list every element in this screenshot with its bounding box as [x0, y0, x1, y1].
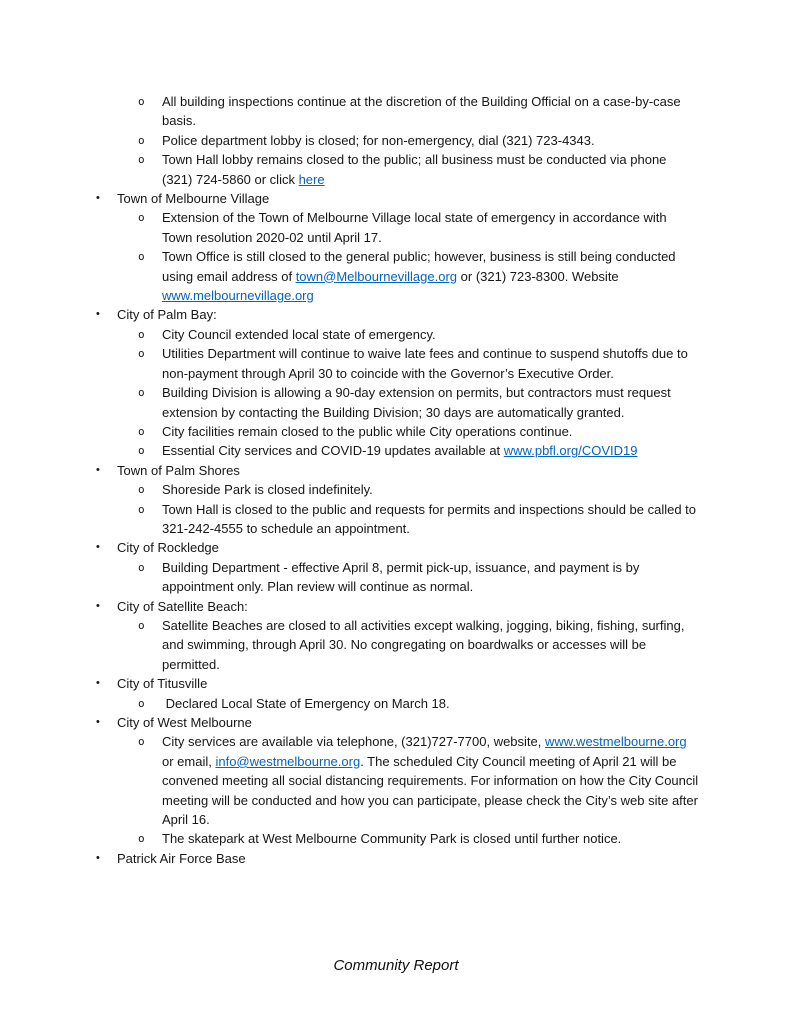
bulleted-list [0, 92, 792, 868]
list-item-text [117, 713, 252, 732]
list-item-text [162, 92, 699, 131]
list-item-level2 [138, 732, 702, 829]
circle-bullet-icon: o [138, 502, 145, 516]
west-melbourne-email-link[interactable]: info@westmelbourne.org [215, 753, 361, 769]
list-item-text [162, 383, 699, 422]
disc-bullet-icon: • [96, 192, 100, 205]
circle-bullet-icon: o [138, 211, 145, 225]
west-melbourne-website-link[interactable]: www.westmelbourne.org [545, 734, 687, 750]
list-item-level1 [96, 849, 697, 868]
list-item-level1 [96, 597, 697, 616]
list-item-text [162, 422, 699, 441]
list-item-level2 [138, 422, 699, 441]
list-item-text [117, 849, 246, 868]
list-item-level2 [138, 150, 699, 189]
list-item-text [162, 441, 699, 460]
list-item-level2 [138, 441, 699, 460]
text-run: Police department lobby is closed; for non-emergency, dial (321) 723-4343. [162, 132, 595, 148]
list-item-text [117, 189, 269, 208]
list-item-text [162, 247, 699, 305]
text-run: Declared Local State of Emergency on March 18. [162, 695, 450, 711]
list-item-level2 [138, 829, 699, 848]
text-run: Town Hall is closed to the public and requests for permits and inspections should be called to 321-242-4555 to schedule an appointment. [162, 501, 700, 536]
text-run: . The scheduled City Council meeting of April 21 will be convened meeting all social distancing requirements. For information on how the City Council meeting will be conducted and how you can participate, please check the City’s web site after April 16. [162, 753, 702, 828]
text-run: City facilities remain closed to the public while City operations continue. [162, 423, 573, 439]
text-run: Town Hall lobby remains closed to the public; all business must be conducted via phone (321) 724-5860 or click [162, 152, 671, 187]
list-item-level2 [138, 325, 699, 344]
list-item-level2 [138, 92, 699, 131]
list-item-level1 [96, 713, 697, 732]
text-run: Satellite Beaches are closed to all activities except walking, jogging, biking, fishing, surfing, and swimming, through April 30. No congregating on boardwalks or accesses will be permitted. [162, 617, 689, 672]
circle-bullet-icon: o [138, 560, 145, 574]
list-item-level2 [138, 383, 699, 422]
list-item-text [162, 344, 699, 383]
list-item-level1 [96, 538, 697, 557]
list-item-text [117, 674, 207, 693]
circle-bullet-icon: o [138, 95, 145, 108]
list-item-text [162, 208, 699, 247]
list-item-text [162, 500, 699, 539]
list-item-text [162, 150, 699, 189]
list-item-level2 [138, 694, 699, 713]
disc-bullet-icon: • [96, 463, 100, 476]
list-item-level1 [96, 674, 697, 693]
text-run: City of Titusville [117, 676, 208, 692]
circle-bullet-icon: o [138, 735, 145, 749]
list-item-text [162, 558, 699, 597]
list-item-text [162, 325, 699, 344]
list-item-text [162, 694, 699, 713]
circle-bullet-icon: o [138, 832, 145, 846]
list-item-level2 [138, 480, 699, 499]
text-run: City services are available via telephone, (321)727-7700, website, [162, 734, 545, 750]
list-item-text [162, 616, 699, 674]
list-item-text [117, 538, 219, 557]
circle-bullet-icon: o [138, 153, 145, 167]
list-item-text [162, 732, 702, 829]
text-run: Utilities Department will continue to waive late fees and continue to suspend shutoffs due to non-payment through April 30 to coincide with the Governor’s Executive Order. [162, 346, 692, 381]
list-item-level1 [96, 461, 697, 480]
circle-bullet-icon: o [138, 133, 145, 147]
list-item-level2 [138, 247, 699, 305]
text-run: City of Rockledge [117, 540, 219, 556]
text-run: Town of Melbourne Village [117, 191, 270, 207]
circle-bullet-icon: o [138, 327, 145, 341]
text-run: City of Satellite Beach: [117, 598, 248, 614]
here-link[interactable]: here [298, 171, 325, 187]
text-run: Extension of the Town of Melbourne Village local state of emergency in accordance with Town resolution 2020-02 until April 17. [162, 210, 671, 245]
circle-bullet-icon: o [138, 618, 145, 632]
list-item-level1 [96, 189, 697, 208]
text-run: Building Division is allowing a 90-day extension on permits, but contractors must request extension by contacting the Building Division; 30 days are automatically granted. [162, 385, 675, 420]
text-run: All building inspections continue at the discretion of the Building Official on a case-by-case basis. [162, 94, 685, 129]
circle-bullet-icon: o [138, 424, 145, 438]
melbourne-village-email-link[interactable]: town@Melbournevillage.org [295, 268, 458, 284]
circle-bullet-icon: o [138, 483, 145, 497]
list-item-level2 [138, 616, 699, 674]
list-item-level2 [138, 131, 699, 150]
list-item-level2 [138, 208, 699, 247]
circle-bullet-icon: o [138, 386, 145, 400]
text-run: Essential City services and COVID-19 updates available at [162, 443, 504, 459]
melbourne-village-website-link[interactable]: www.melbournevillage.org [162, 288, 314, 304]
list-item-level2 [138, 558, 699, 597]
text-run: Shoreside Park is closed indefinitely. [162, 482, 373, 498]
text-run: Patrick Air Force Base [117, 850, 246, 866]
page-footer-title: Community Report [333, 957, 459, 974]
list-item-level2 [138, 500, 699, 539]
list-item-text [162, 480, 699, 499]
text-run: Building Department - effective April 8, permit pick-up, issuance, and payment is by appointment only. Plan review will continue as normal. [162, 559, 644, 595]
disc-bullet-icon: • [96, 716, 100, 728]
text-run: Town Office is still closed to the general public; however, business is still being conducted using email address of [162, 249, 680, 284]
list-item-level2 [138, 344, 699, 383]
text-run: City Council extended local state of emergency. [162, 326, 436, 342]
text-run: The skatepark at West Melbourne Community Park is closed until further notice. [162, 831, 622, 847]
disc-bullet-icon: • [96, 308, 100, 321]
disc-bullet-icon: • [96, 851, 100, 864]
circle-bullet-icon: o [138, 347, 145, 361]
disc-bullet-icon: • [96, 599, 100, 612]
text-run: City of Palm Bay: [117, 307, 217, 323]
disc-bullet-icon: • [96, 541, 100, 554]
list-item-text [117, 305, 217, 324]
palm-bay-covid-link[interactable]: www.pbfl.org/COVID19 [503, 443, 638, 459]
list-item-text [117, 461, 240, 480]
circle-bullet-icon: o [138, 250, 145, 264]
list-item-level1 [96, 305, 697, 324]
list-item-text [117, 597, 248, 616]
list-item-text [162, 829, 699, 848]
list-item-text [162, 131, 699, 150]
circle-bullet-icon: o [138, 696, 145, 710]
text-run: or email, [162, 734, 691, 769]
text-run: Town of Palm Shores [117, 462, 240, 478]
circle-bullet-icon: o [138, 444, 145, 458]
disc-bullet-icon: • [96, 677, 100, 690]
text-run: City of West Melbourne [117, 715, 252, 730]
text-run: or (321) 723-8300. Website [457, 268, 623, 284]
